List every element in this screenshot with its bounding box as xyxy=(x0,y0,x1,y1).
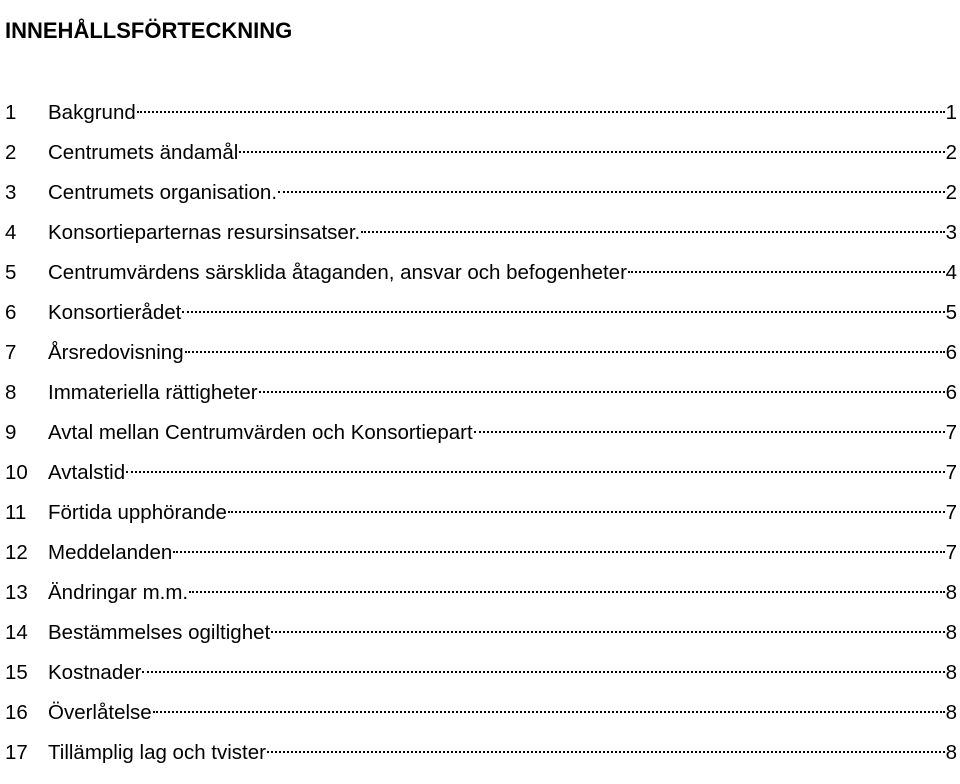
toc-entry-page-number: 8 xyxy=(945,621,957,644)
toc-entry-page-number: 7 xyxy=(945,421,957,444)
toc-entry-page-number: 4 xyxy=(945,261,957,284)
toc-entry[interactable] xyxy=(0,178,960,218)
toc-entry-page-number: 6 xyxy=(945,341,957,364)
toc-entry[interactable] xyxy=(0,378,960,418)
toc-entry-title: Ändringar m.m. xyxy=(48,581,189,604)
toc-entry-title: Meddelanden xyxy=(48,541,173,564)
toc-entry-number: 7 xyxy=(5,341,17,364)
toc-dot-leader xyxy=(259,391,945,393)
toc-entry-title: Centrumvärdens särsklida åtaganden, ansvar och befogenheter xyxy=(48,261,627,284)
toc-dot-leader xyxy=(142,671,944,673)
toc-entry-page-number: 2 xyxy=(945,181,957,204)
toc-entry-page-number: 5 xyxy=(945,301,957,324)
toc-entry-title: Avtalstid xyxy=(48,461,126,484)
toc-entry-number: 11 xyxy=(5,501,27,524)
toc-entry-page-number: 7 xyxy=(945,501,957,524)
toc-entry-page-number: 8 xyxy=(945,701,957,724)
toc-entry-page-number: 8 xyxy=(945,741,957,764)
toc-entry[interactable] xyxy=(0,418,960,458)
toc-dot-leader xyxy=(182,311,944,313)
toc-entry[interactable] xyxy=(0,258,960,298)
toc-entry[interactable] xyxy=(0,738,960,778)
toc-entry-number: 9 xyxy=(5,421,17,444)
toc-entry-page-number: 7 xyxy=(945,541,957,564)
toc-dot-leader xyxy=(189,591,944,593)
toc-entry-page-number: 6 xyxy=(945,381,957,404)
toc-entry-title: Avtal mellan Centrumvärden och Konsortiepart xyxy=(48,421,473,444)
table-of-contents xyxy=(0,98,960,778)
toc-entry-number: 13 xyxy=(5,581,28,604)
toc-dot-leader xyxy=(173,551,944,553)
toc-entry[interactable] xyxy=(0,498,960,538)
toc-entry-title: Årsredovisning xyxy=(48,341,184,364)
toc-entry-title: Förtida upphörande xyxy=(48,501,227,524)
toc-dot-leader xyxy=(185,351,945,353)
toc-entry-title: Konsortieparternas resursinsatser. xyxy=(48,221,361,244)
toc-entry[interactable] xyxy=(0,218,960,258)
toc-entry-title: Kostnader xyxy=(48,661,142,684)
toc-entry[interactable] xyxy=(0,578,960,618)
toc-entry-title: Tillämplig lag och tvister xyxy=(48,741,266,764)
toc-entry-number: 8 xyxy=(5,381,17,404)
toc-dot-leader xyxy=(239,151,944,153)
toc-dot-leader xyxy=(126,471,944,473)
toc-entry-number: 3 xyxy=(5,181,17,204)
toc-entry-page-number: 3 xyxy=(945,221,957,244)
toc-entry-number: 2 xyxy=(5,141,17,164)
toc-entry[interactable] xyxy=(0,618,960,658)
toc-entry-title: Immateriella rättigheter xyxy=(48,381,258,404)
toc-entry-page-number: 1 xyxy=(945,101,957,124)
toc-dot-leader xyxy=(228,511,945,513)
toc-dot-leader xyxy=(278,191,945,193)
toc-entry-page-number: 2 xyxy=(945,141,957,164)
toc-entry-number: 4 xyxy=(5,221,17,244)
toc-entry[interactable] xyxy=(0,298,960,338)
toc-entry-number: 5 xyxy=(5,261,17,284)
toc-entry[interactable] xyxy=(0,138,960,178)
toc-entry-number: 12 xyxy=(5,541,28,564)
toc-entry-title: Överlåtelse xyxy=(48,701,152,724)
toc-entry[interactable] xyxy=(0,98,960,138)
toc-dot-leader xyxy=(361,231,944,233)
toc-entry-page-number: 8 xyxy=(945,581,957,604)
toc-entry-title: Centrumets organisation. xyxy=(48,181,278,204)
toc-entry-number: 16 xyxy=(5,701,28,724)
toc-entry-number: 6 xyxy=(5,301,17,324)
toc-entry-title: Centrumets ändamål xyxy=(48,141,239,164)
toc-dot-leader xyxy=(267,751,945,753)
toc-entry-number: 17 xyxy=(5,741,28,764)
toc-entry-title: Konsortierådet xyxy=(48,301,182,324)
toc-dot-leader xyxy=(271,631,944,633)
toc-dot-leader xyxy=(153,711,945,713)
toc-entry-title: Bestämmelses ogiltighet xyxy=(48,621,271,644)
toc-dot-leader xyxy=(628,271,945,273)
toc-entry-number: 15 xyxy=(5,661,28,684)
toc-entry[interactable] xyxy=(0,338,960,378)
toc-entry[interactable] xyxy=(0,698,960,738)
toc-dot-leader xyxy=(137,111,945,113)
toc-entry-page-number: 8 xyxy=(945,661,957,684)
toc-entry-number: 14 xyxy=(5,621,28,644)
toc-entry[interactable] xyxy=(0,538,960,578)
toc-entry[interactable] xyxy=(0,658,960,698)
toc-dot-leader xyxy=(474,431,945,433)
page-title: INNEHÅLLSFÖRTECKNING xyxy=(5,17,293,43)
toc-entry-number: 1 xyxy=(5,101,17,124)
toc-entry-page-number: 7 xyxy=(945,461,957,484)
toc-entry-title: Bakgrund xyxy=(48,101,136,124)
toc-entry-number: 10 xyxy=(5,461,28,484)
toc-entry[interactable] xyxy=(0,458,960,498)
